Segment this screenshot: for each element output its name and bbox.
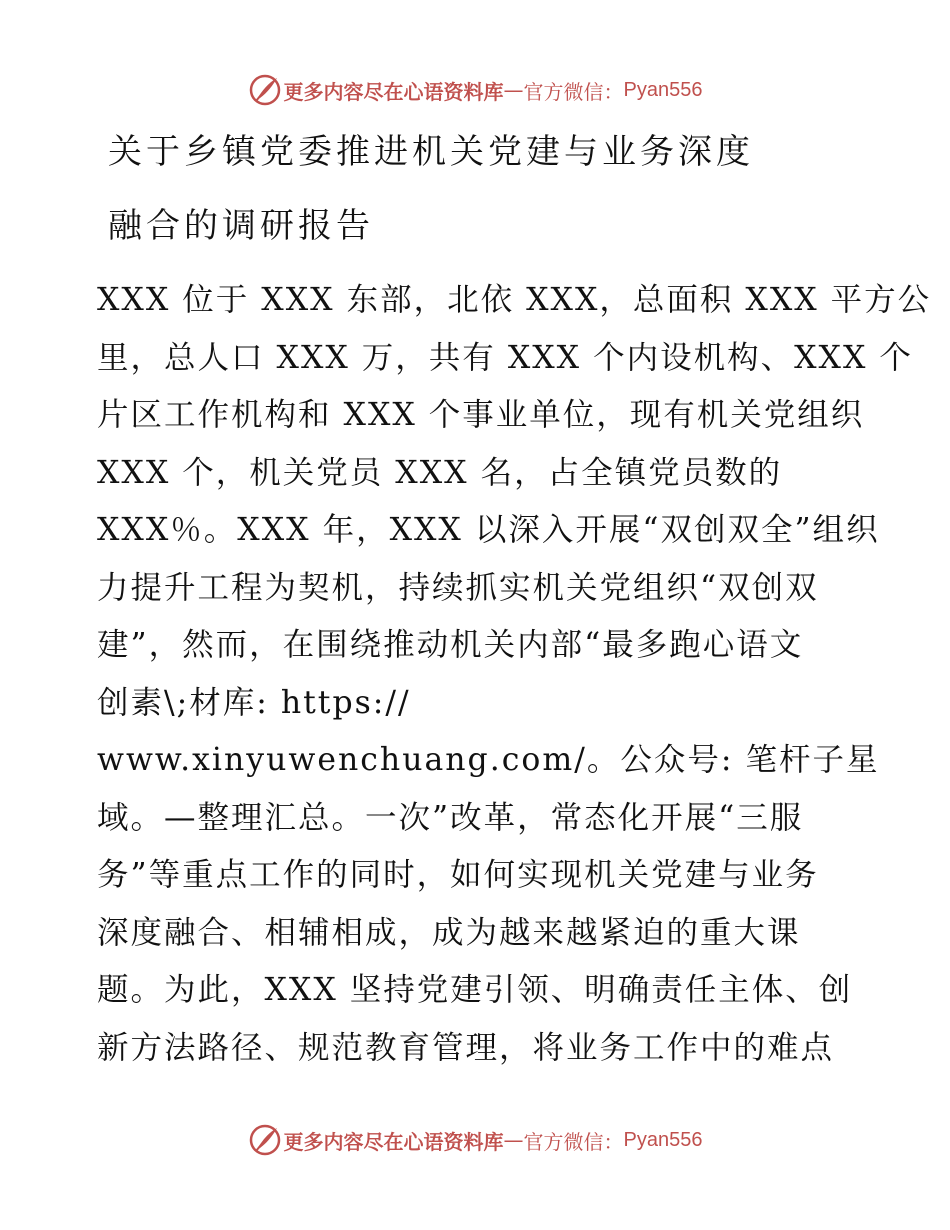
body-line: 片区工作机构和 XXX 个事业单位，现有机关党组织	[97, 397, 865, 433]
footer-banner-content	[248, 1123, 703, 1157]
banner-site-name: 更多内容尽在心语资料库	[283, 1129, 504, 1154]
body-line: 题。为此，XXX 坚持党建引领、明确责任主体、创	[97, 972, 853, 1008]
document-body	[97, 272, 932, 1077]
body-line: XXX 位于 XXX 东部，北依 XXX，总面积 XXX 平方公	[97, 282, 932, 318]
header-banner	[0, 70, 950, 110]
body-line: 新方法路径、规范教育管理，将业务工作中的难点	[97, 1029, 835, 1066]
banner-site-name: 更多内容尽在心语资料库	[283, 79, 504, 104]
body-line: 域。—整理汇总。一次”改革，常态化开展“三服	[97, 799, 804, 836]
banner-wechat-id: Pyan556	[623, 1128, 703, 1151]
body-line: www.xinyuwenchuang.com/。公众号: 笔杆子星	[97, 742, 880, 778]
banner-dash: —	[503, 78, 524, 102]
document-title-line-1: 关于乡镇党委推进机关党建与业务深度	[108, 132, 754, 172]
body-line: 创素\;材库: https://	[97, 684, 411, 721]
footer-banner	[0, 1120, 950, 1160]
quill-pen-logo-icon	[248, 1123, 282, 1157]
header-banner-content	[248, 73, 703, 107]
body-line: XXX 个，机关党员 XXX 名，占全镇党员数的	[97, 454, 783, 491]
banner-official-label: 官方微信：	[523, 79, 624, 104]
body-line: 里，总人口 XXX 万，共有 XXX 个内设机构、XXX 个	[97, 339, 913, 376]
document-title-line-2: 融合的调研报告	[108, 206, 374, 246]
quill-pen-logo-icon	[248, 73, 282, 107]
banner-dash: —	[503, 1128, 524, 1152]
body-line: 力提升工程为契机，持续抓实机关党组织“双创双	[97, 569, 819, 606]
body-line: XXX％。XXX 年，XXX 以深入开展“双创双全”组织	[97, 512, 880, 548]
body-line: 建”，然而，在围绕推动机关内部“最多跑心语文	[97, 627, 804, 663]
banner-official-label: 官方微信：	[523, 1129, 624, 1154]
body-line: 深度融合、相辅相成，成为越来越紧迫的重大课	[97, 914, 801, 951]
body-line: 务”等重点工作的同时，如何实现机关党建与业务	[97, 857, 819, 893]
banner-wechat-id: Pyan556	[623, 78, 703, 101]
